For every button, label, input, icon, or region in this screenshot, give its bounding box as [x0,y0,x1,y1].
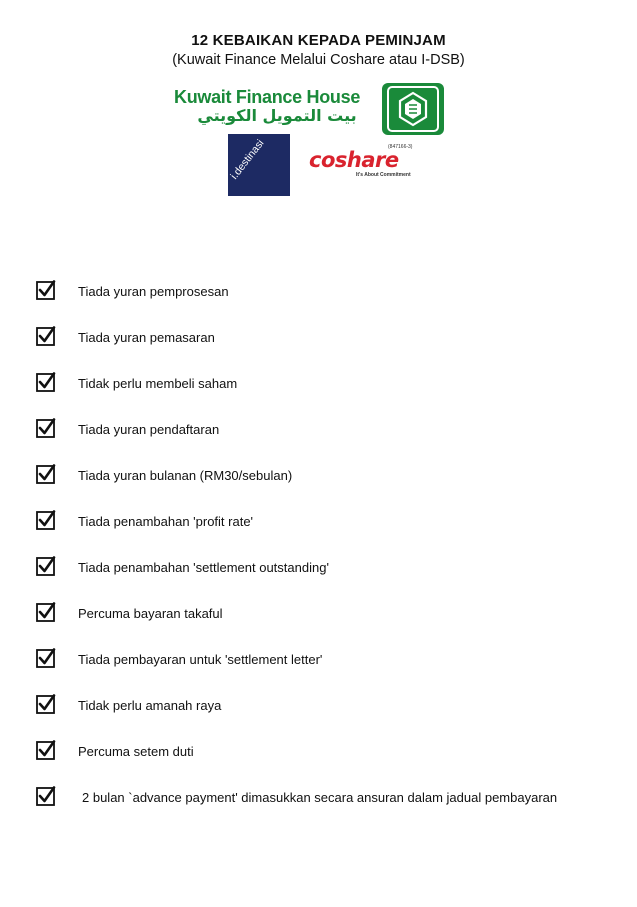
checklist-item-label: Tiada yuran pemasaran [78,330,215,345]
checklist-item [36,464,636,486]
checkbox-checked-icon [36,602,56,622]
checklist-item [36,694,636,716]
checkbox-checked-icon [36,326,56,346]
checkbox-checked-icon [36,786,56,806]
idestinasi-logo-text: i.destinasi [228,137,267,182]
checkbox-checked-icon [36,694,56,714]
checkbox-checked-icon [36,418,56,438]
page-subtitle: (Kuwait Finance Melalui Coshare atau I-DSB) [172,52,465,68]
checkbox-checked-icon [36,510,56,530]
page-title: 12 KEBAIKAN KEPADA PEMINJAM [191,32,446,49]
coshare-tagline: It's About Commitment [356,172,411,178]
checklist-item-label: Percuma setem duti [78,744,194,759]
coshare-logo-text: coshare [309,148,399,172]
checklist-item [36,740,636,762]
checkbox-checked-icon [36,464,56,484]
checklist-item [36,510,636,532]
checklist-item [36,280,636,302]
checklist-item-label: Tiada yuran pendaftaran [78,422,220,437]
checkbox-checked-icon [36,280,56,300]
checklist-item-label: Tiada penambahan 'settlement outstanding' [78,560,329,575]
checklist-item [36,372,636,394]
coshare-reg-no: (847166-3) [388,144,413,150]
checklist-item [36,602,636,624]
checklist-item-label: Tidak perlu amanah raya [78,698,222,713]
checklist-item-label: Tiada yuran bulanan (RM30/sebulan) [78,468,293,483]
checkbox-checked-icon [36,372,56,392]
kfh-logo-name-ar: بيت التمويل الكويتي [197,106,357,125]
checklist-item-label: Tiada pembayaran untuk 'settlement letter' [78,652,323,667]
checklist-item-label: Tidak perlu membeli saham [78,376,238,391]
kfh-logo-name-en: Kuwait Finance House [174,87,361,107]
checklist-item [36,786,636,808]
checklist-item-label: Tiada yuran pemprosesan [78,284,229,299]
checkbox-checked-icon [36,556,56,576]
checklist-item-label: Percuma bayaran takaful [78,606,223,621]
checklist-item [36,326,636,348]
checklist-item [36,556,636,578]
checklist-item [36,418,636,440]
checkbox-checked-icon [36,648,56,668]
checklist-item-label: Tiada penambahan 'profit rate' [78,514,254,529]
checkbox-checked-icon [36,740,56,760]
checklist-item [36,648,636,670]
checklist-item-label: 2 bulan `advance payment' dimasukkan secara ansuran dalam jadual pembayaran [82,790,558,805]
